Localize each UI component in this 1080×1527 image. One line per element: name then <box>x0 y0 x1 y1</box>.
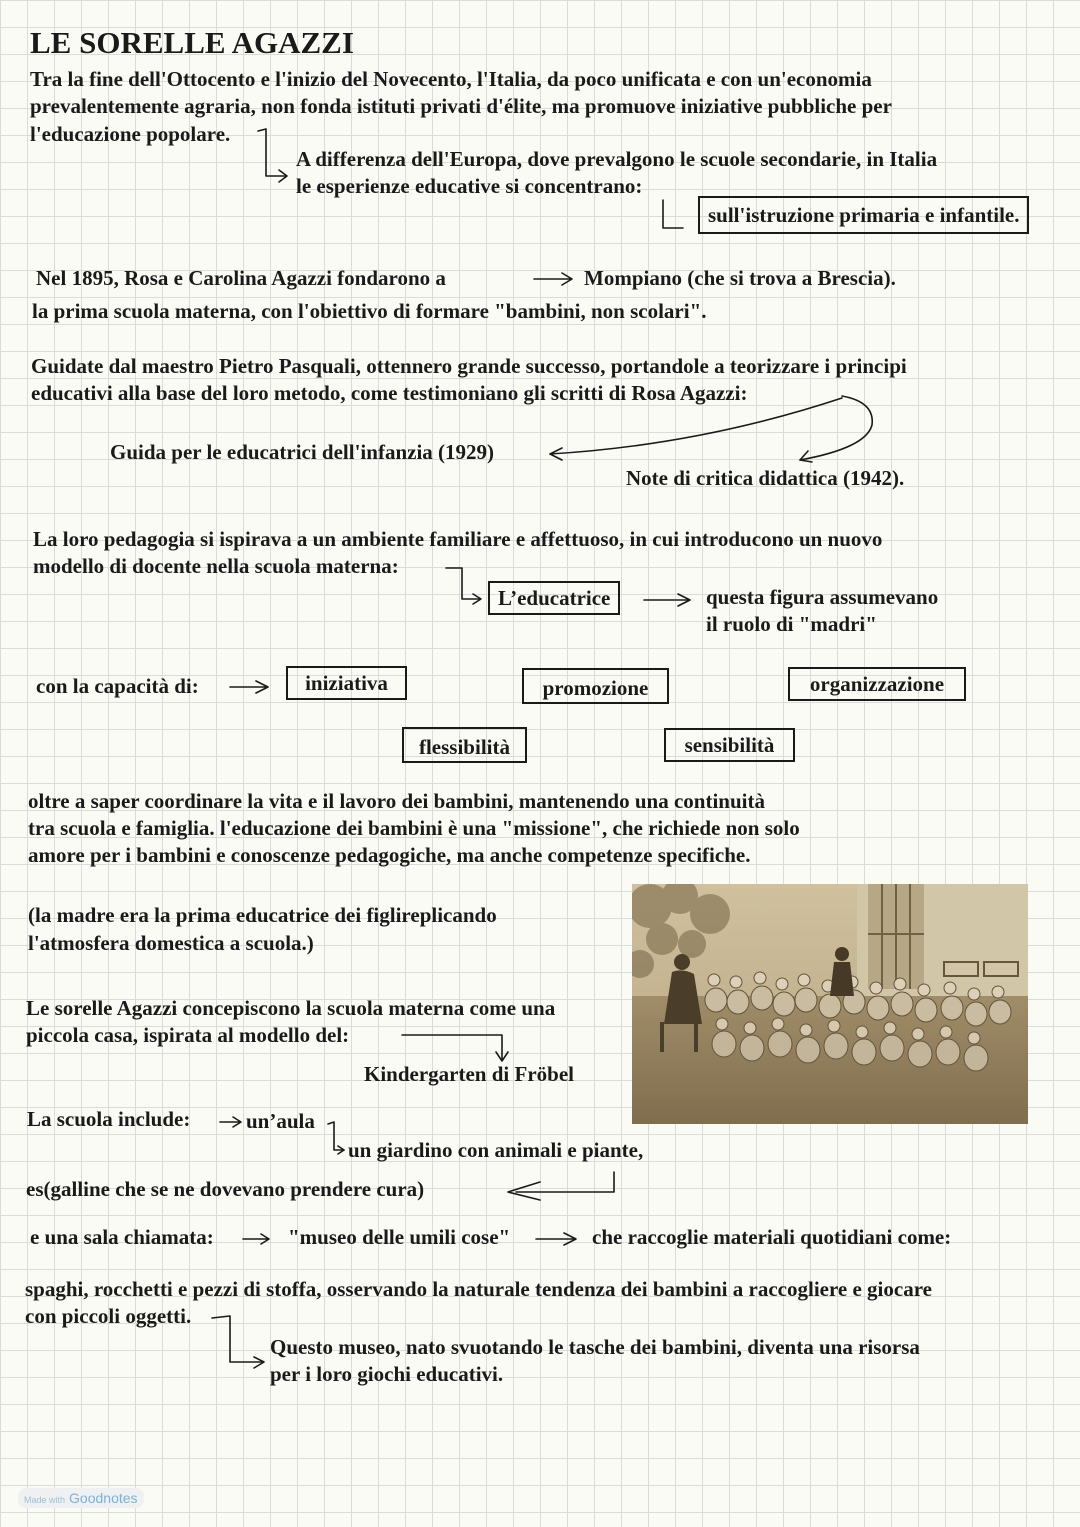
capacity-flessibilita: flessibilità <box>402 727 527 763</box>
example-arrowhead <box>508 1182 540 1200</box>
writing-note: Note di critica didattica (1942). <box>626 466 905 490</box>
museum-arrow <box>243 1234 269 1244</box>
kindergarten-arrowhead <box>496 1052 508 1061</box>
garden-arrowhead <box>338 1146 344 1154</box>
museum-name: "museo delle umili cose" <box>288 1225 511 1249</box>
role-line-1: questa figura assumevano <box>706 585 939 609</box>
watermark-prefix: Made with <box>24 1495 66 1505</box>
school-aula: un’aula <box>246 1109 315 1133</box>
capacity-promozione: promozione <box>522 668 669 704</box>
sala-label: e una sala chiamata: <box>30 1225 214 1249</box>
watermark-brand: Goodnotes <box>69 1490 138 1506</box>
intro-line-2: prevalentemente agraria, non fonda istituti privati d'élite, ma promuove iniziative pubbliche per <box>30 94 892 118</box>
intro-branch-arrowhead <box>279 170 287 182</box>
kindergarten-frobel: Kindergarten di Fröbel <box>364 1062 574 1086</box>
writings-curve-to-note <box>800 396 872 460</box>
garden-connector <box>328 1122 344 1150</box>
coordination-line-1: oltre a saper coordinare la vita e il lavoro dei bambini, mantenendo una continuità <box>28 789 765 813</box>
materials-line-1: spaghi, rocchetti e pezzi di stoffa, osservando la naturale tendenza dei bambini a raccogliere e giocare <box>25 1277 932 1301</box>
museum-desc-arrow <box>536 1233 576 1245</box>
result-arrowhead <box>254 1357 264 1368</box>
mother-line-2: l'atmosfera domestica a scuola.) <box>28 931 314 955</box>
school-label: La scuola include: <box>27 1107 191 1131</box>
intro-line-3: l'educazione popolare. <box>30 122 231 146</box>
materials-line-2: con piccoli oggetti. <box>25 1304 192 1328</box>
capacity-organizzazione: organizzazione <box>788 667 966 701</box>
goodnotes-watermark <box>18 1488 144 1508</box>
founding-line-2: la prima scuola materna, con l'obiettivo di formare "bambini, non scolari". <box>32 299 707 323</box>
founding-place: Mompiano (che si trova a Brescia). <box>584 266 896 290</box>
guidance-line-2: educativi alla base del loro metodo, come testimoniano gli scritti di Rosa Agazzi: <box>31 381 748 405</box>
capacity-sensibilita: sensibilità <box>664 728 795 762</box>
museum-desc: che raccoglie materiali quotidiani come: <box>592 1225 952 1249</box>
coordination-line-2: tra scuola e famiglia. l'educazione dei bambini è una "missione", che richiede non solo <box>28 816 800 840</box>
educatrice-connector <box>446 568 480 599</box>
example-connector <box>516 1172 614 1192</box>
museum-result-line-2: per i loro giochi educativi. <box>270 1362 504 1386</box>
result-connector <box>212 1316 262 1362</box>
capacity-iniziativa: iniziativa <box>286 666 407 700</box>
intro-branch-line-2: le esperienze educative si concentrano: <box>296 174 643 198</box>
founding-line-1: Nel 1895, Rosa e Carolina Agazzi fondarono a <box>36 266 446 290</box>
school-garden: un giardino con animali e piante, <box>348 1138 644 1162</box>
capacity-label: con la capacità di: <box>36 674 199 698</box>
school-example: es(galline che se ne dovevano prendere cura) <box>26 1177 425 1201</box>
museum-result-line-1: Questo museo, nato svuotando le tasche dei bambini, diventa una risorsa <box>270 1335 920 1359</box>
pedagogy-line-2: modello di docente nella scuola materna: <box>33 554 399 578</box>
aula-arrow <box>220 1117 241 1127</box>
primary-education-box: sull'istruzione primaria e infantile. <box>698 196 1029 234</box>
guida-arrowhead <box>550 448 562 460</box>
mompiano-arrow <box>534 273 572 285</box>
coordination-line-3: amore per i bambini e conoscenze pedagogiche, ma anche competenze specifiche. <box>28 843 751 867</box>
educatrice-box: L’educatrice <box>488 581 620 615</box>
guidance-line-1: Guidate dal maestro Pietro Pasquali, ottennero grande successo, portandole a teorizzare i principi <box>31 354 907 378</box>
mother-line-1: (la madre era la prima educatrice dei figlireplicando <box>28 903 497 927</box>
concept-line-1: Le sorelle Agazzi concepiscono la scuola materna come una <box>26 996 556 1020</box>
capacity-arrow <box>230 681 268 693</box>
page-title: LE SORELLE AGAZZI <box>30 25 354 60</box>
kindergarten-connector <box>402 1035 502 1060</box>
writing-guida: Guida per le educatrici dell'infanzia (1929) <box>110 440 495 464</box>
historical-classroom-photo <box>632 884 1028 1124</box>
concept-line-2: piccola casa, ispirata al modello del: <box>26 1023 350 1047</box>
intro-branch-arrow <box>258 129 286 176</box>
role-arrow <box>644 594 690 606</box>
photo-illustration <box>632 884 1028 1124</box>
pedagogy-line-1: La loro pedagogia si ispirava a un ambiente familiare e affettuoso, in cui introducono un nuovo <box>33 527 883 551</box>
intro-line-1: Tra la fine dell'Ottocento e l'inizio del Novecento, l'Italia, da poco unificata e con un'economia <box>30 67 872 91</box>
note-arrowhead <box>800 451 812 462</box>
intro-branch-line-1: A differenza dell'Europa, dove prevalgono le scuole secondarie, in Italia <box>296 147 938 171</box>
educatrice-arrowhead <box>473 594 481 604</box>
role-line-2: il ruolo di "madri" <box>706 612 877 636</box>
primary-box-connector <box>663 200 683 228</box>
